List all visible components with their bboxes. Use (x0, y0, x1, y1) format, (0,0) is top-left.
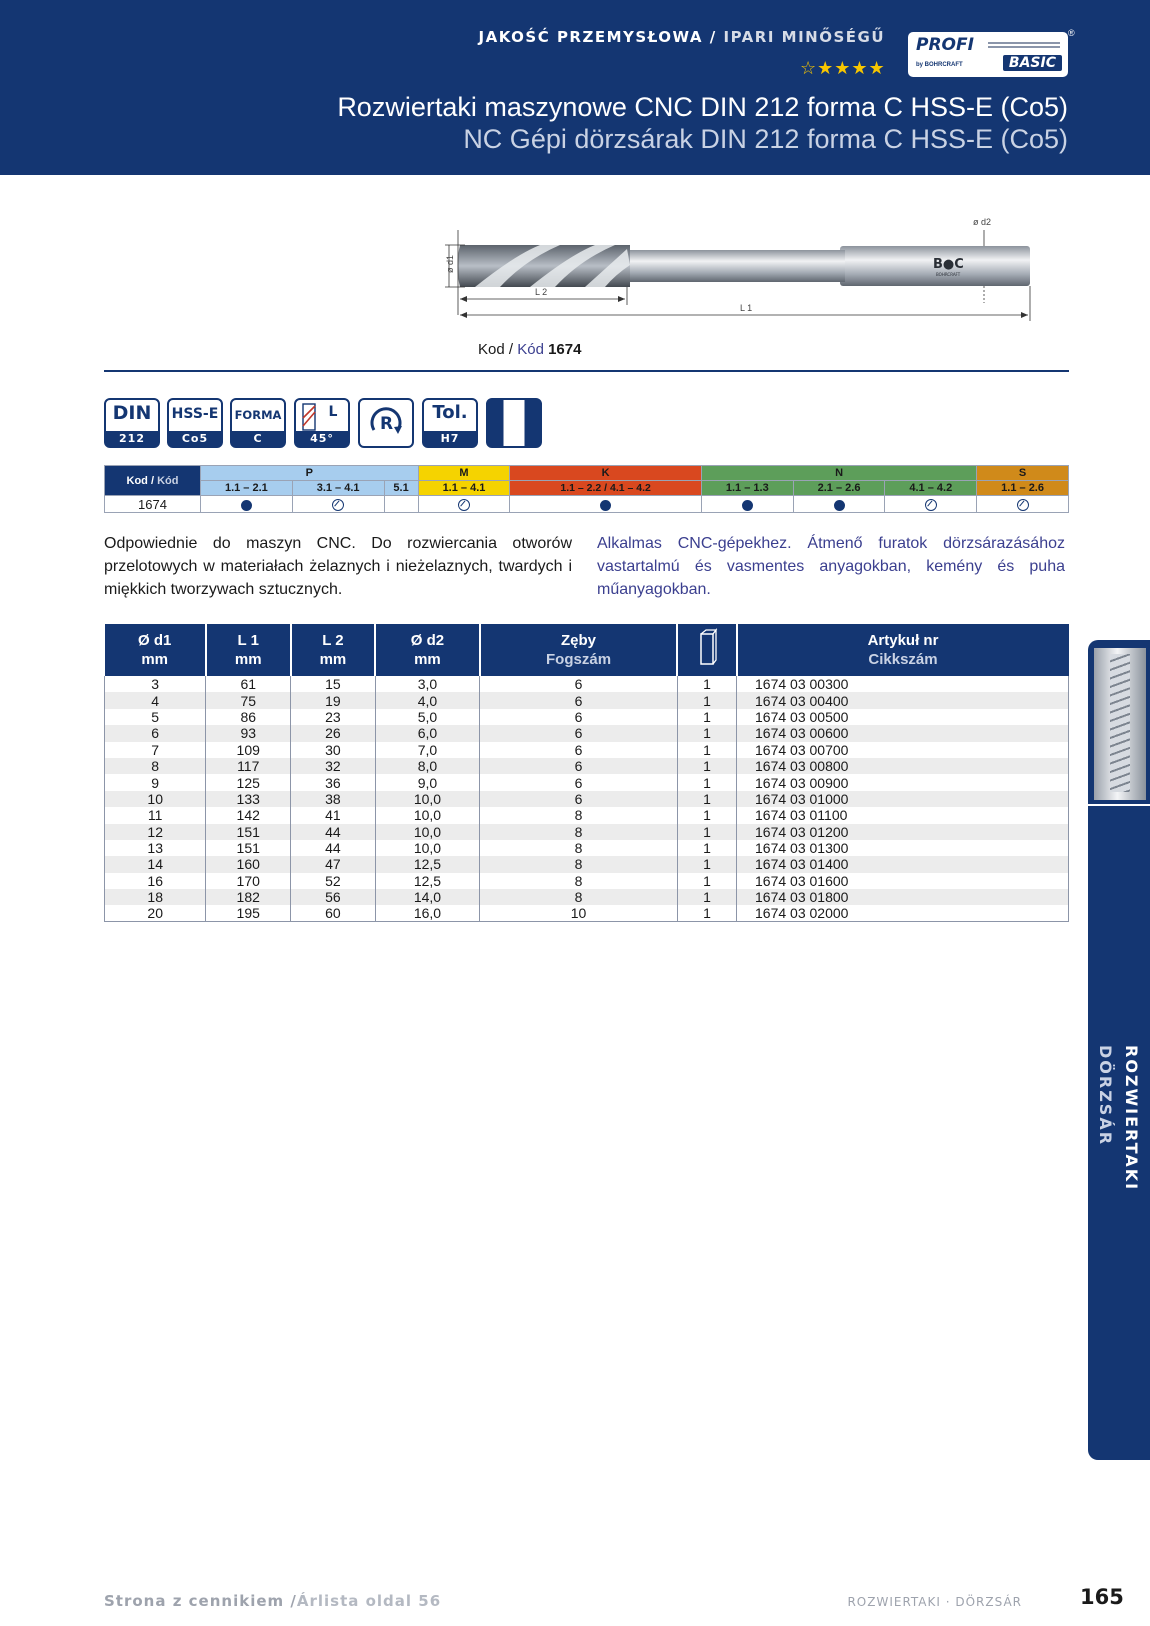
table-cell: 117 (206, 758, 291, 774)
logo-profi: PROFI (916, 35, 974, 55)
conditional-spiral-icon (925, 499, 937, 511)
description-hu: Alkalmas CNC-gépekhez. Átmenő furatok dörzsárazásához vastartalmú és vasmentes anyagokban, kemény és puha műanyagokban. (597, 535, 1065, 598)
table-cell: 7,0 (375, 742, 479, 758)
column-header (677, 624, 736, 676)
table-cell: 8 (480, 840, 678, 856)
table-cell: 9,0 (375, 774, 479, 790)
table-cell: 6 (480, 774, 678, 790)
table-row (105, 758, 1069, 774)
reamer-neck (625, 250, 845, 282)
tab-divider (1088, 804, 1150, 806)
table-cell: 93 (206, 725, 291, 741)
table-cell: 1 (677, 840, 736, 856)
table-cell: 47 (291, 856, 376, 872)
description-pl: Odpowiednie do maszyn CNC. Do rozwiercania otworów przelotowych w materiałach żelaznych i nieżelaznych, twardych i miękkich tworzywach sztucznych. (104, 535, 572, 598)
table-cell: 12,5 (375, 856, 479, 872)
table-row (105, 824, 1069, 840)
table-cell: 11 (105, 807, 206, 823)
table-cell: 1 (677, 807, 736, 823)
table-cell: 8,0 (375, 758, 479, 774)
material-range: 1.1 – 1.3 (701, 481, 793, 496)
table-cell: 14,0 (375, 889, 479, 905)
material-range: 2.1 – 2.6 (793, 481, 885, 496)
table-cell: 61 (206, 676, 291, 692)
material-group-m: M (418, 466, 510, 481)
table-cell: 1674 03 01300 (737, 840, 1069, 856)
table-cell: 44 (291, 824, 376, 840)
material-suitability (977, 496, 1069, 513)
table-cell: 1674 03 00900 (737, 774, 1069, 790)
table-cell: 6 (480, 725, 678, 741)
table-cell: 3 (105, 676, 206, 692)
drawing-brand-sub: BOHRCRAFT (936, 272, 961, 277)
section-tab-label (1092, 1045, 1144, 1191)
material-kod-header: Kod / Kód (105, 466, 201, 496)
material-suitability (292, 496, 384, 513)
section-tab-pl: ROZWIERTAKI (1122, 1045, 1141, 1192)
table-cell: 5 (105, 709, 206, 725)
table-cell: 1674 03 01100 (737, 807, 1069, 823)
logo-by: by BOHRCRAFT (916, 62, 963, 68)
page-title-hu: NC Gépi dörzsárak DIN 212 forma C HSS-E (Co5) (463, 124, 1068, 154)
badge-hss-e: HSS-E Co5 (167, 398, 223, 448)
table-cell: 56 (291, 889, 376, 905)
material-suitability (510, 496, 702, 513)
table-cell: 32 (291, 758, 376, 774)
table-cell: 6 (105, 725, 206, 741)
column-header: Zęby Fogszám (480, 624, 678, 676)
table-cell: 1674 03 00700 (737, 742, 1069, 758)
footer-section-name: ROZWIERTAKI · DÖRZSÁR (847, 1595, 1022, 1609)
code-value: 1674 (548, 341, 582, 358)
label-l1: L 1 (740, 303, 753, 313)
table-cell: 1 (677, 774, 736, 790)
table-cell: 12 (105, 824, 206, 840)
table-cell: 75 (206, 692, 291, 708)
badge-forma: FORMA C (230, 398, 286, 448)
registered-mark: ® (1068, 28, 1075, 38)
table-cell: 16,0 (375, 905, 479, 922)
table-cell: 15 (291, 676, 376, 692)
table-cell: 10,0 (375, 807, 479, 823)
material-suitability (885, 496, 977, 513)
suitable-dot-icon (600, 500, 611, 511)
table-row (105, 856, 1069, 872)
conditional-spiral-icon (458, 499, 470, 511)
rating-stars: ☆★★★★ (800, 58, 886, 79)
table-cell: 14 (105, 856, 206, 872)
rotation-right-icon (360, 400, 412, 446)
table-cell: 4,0 (375, 692, 479, 708)
material-suitability (201, 496, 293, 513)
table-cell: 1 (677, 856, 736, 872)
table-cell: 10,0 (375, 840, 479, 856)
table-row (105, 889, 1069, 905)
table-cell: 44 (291, 840, 376, 856)
table-row (105, 791, 1069, 807)
reamer-thumbnail (1094, 648, 1146, 800)
section-tab[interactable] (1088, 640, 1150, 1460)
product-table (104, 624, 1069, 922)
table-row (105, 807, 1069, 823)
product-code (478, 341, 581, 358)
code-label-hu: Kód (517, 341, 544, 358)
table-cell: 1674 03 02000 (737, 905, 1069, 922)
logo-drill-icon (988, 42, 1060, 48)
material-range: 1.1 – 2.6 (977, 481, 1069, 496)
table-cell: 1674 03 00400 (737, 692, 1069, 708)
table-cell: 170 (206, 873, 291, 889)
table-row (105, 742, 1069, 758)
material-group-p: P (201, 466, 419, 481)
column-header: Ø d2 mm (375, 624, 479, 676)
table-cell: 12,5 (375, 873, 479, 889)
table-cell: 1674 03 01000 (737, 791, 1069, 807)
profi-basic-logo (908, 32, 1068, 77)
table-cell: 6,0 (375, 725, 479, 741)
logo-basic: BASIC (1003, 55, 1062, 71)
material-group-n: N (701, 466, 976, 481)
table-cell: 4 (105, 692, 206, 708)
price-list-reference: Strona z cennikiem /Árlista oldal 56 (104, 1592, 442, 1610)
label-l2: L 2 (535, 287, 548, 297)
table-cell: 16 (105, 873, 206, 889)
material-group-s: S (977, 466, 1069, 481)
table-cell: 20 (105, 905, 206, 922)
material-group-k: K (510, 466, 702, 481)
material-suitability (418, 496, 510, 513)
material-range: 5.1 (384, 481, 418, 496)
section-tab-hu: DÖRZSÁR (1096, 1045, 1115, 1147)
suitable-dot-icon (742, 500, 753, 511)
table-row (105, 905, 1069, 922)
table-cell: 13 (105, 840, 206, 856)
table-cell: 41 (291, 807, 376, 823)
table-cell: 52 (291, 873, 376, 889)
table-cell: 1 (677, 873, 736, 889)
table-cell: 1 (677, 709, 736, 725)
table-cell: 142 (206, 807, 291, 823)
material-range: 4.1 – 4.2 (885, 481, 977, 496)
table-cell: 6 (480, 758, 678, 774)
column-header: Ø d1 mm (105, 624, 206, 676)
table-cell: 1 (677, 676, 736, 692)
table-cell: 23 (291, 709, 376, 725)
table-cell: 1 (677, 791, 736, 807)
material-code: 1674 (105, 496, 201, 513)
reamer-drawing (445, 215, 1075, 330)
quality-separator: / (709, 28, 717, 46)
table-cell: 109 (206, 742, 291, 758)
badge-tolerance: Tol. H7 (422, 398, 478, 448)
table-cell: 1 (677, 824, 736, 840)
table-row (105, 840, 1069, 856)
material-range: 1.1 – 4.1 (418, 481, 510, 496)
table-cell: 125 (206, 774, 291, 790)
table-cell: 86 (206, 709, 291, 725)
coating-flag-icon (486, 398, 542, 448)
table-cell: 160 (206, 856, 291, 872)
column-header: L 1 mm (206, 624, 291, 676)
table-cell: 1 (677, 758, 736, 774)
drawing-brand: B●C (933, 257, 964, 272)
code-label-pl: Kod (478, 341, 505, 358)
quality-label (479, 28, 885, 46)
divider (104, 370, 1069, 372)
table-cell: 1674 03 00600 (737, 725, 1069, 741)
table-row (105, 873, 1069, 889)
table-cell: 195 (206, 905, 291, 922)
badge-left-spiral: L 45° (294, 398, 350, 448)
table-row (105, 725, 1069, 741)
material-range: 1.1 – 2.1 (201, 481, 293, 496)
material-suitability (793, 496, 885, 513)
suitable-dot-icon (834, 500, 845, 511)
page-title-pl: Rozwiertaki maszynowe CNC DIN 212 forma C HSS-E (Co5) (337, 92, 1068, 122)
table-row (105, 676, 1069, 692)
table-cell: 60 (291, 905, 376, 922)
table-cell: 9 (105, 774, 206, 790)
table-cell: 8 (480, 807, 678, 823)
table-cell: 18 (105, 889, 206, 905)
table-cell: 10,0 (375, 791, 479, 807)
table-cell: 1674 03 01800 (737, 889, 1069, 905)
table-cell: 10,0 (375, 824, 479, 840)
table-cell: 6 (480, 742, 678, 758)
table-cell: 1674 03 01400 (737, 856, 1069, 872)
table-cell: 8 (480, 889, 678, 905)
material-suitability (384, 496, 418, 513)
package-icon (698, 628, 716, 668)
table-cell: 10 (105, 791, 206, 807)
table-cell: 10 (480, 905, 678, 922)
quality-pl: JAKOŚĆ PRZEMYSŁOWA (478, 28, 704, 46)
table-cell: 1 (677, 725, 736, 741)
table-cell: 38 (291, 791, 376, 807)
table-cell: 182 (206, 889, 291, 905)
table-cell: 151 (206, 840, 291, 856)
column-header: L 2 mm (291, 624, 376, 676)
table-cell: 5,0 (375, 709, 479, 725)
conditional-spiral-icon (332, 499, 344, 511)
label-d1: ø d1 (445, 254, 455, 273)
table-cell: 1674 03 00300 (737, 676, 1069, 692)
page-number: 165 (1080, 1585, 1124, 1609)
table-cell: 1674 03 00800 (737, 758, 1069, 774)
label-d2: ø d2 (973, 217, 992, 227)
badge-din: DIN 212 (104, 398, 160, 448)
table-cell: 8 (480, 856, 678, 872)
table-cell: 26 (291, 725, 376, 741)
table-cell: 1674 03 01200 (737, 824, 1069, 840)
table-cell: 1 (677, 692, 736, 708)
table-cell: 6 (480, 791, 678, 807)
table-row (105, 774, 1069, 790)
table-cell: 6 (480, 692, 678, 708)
suitable-dot-icon (241, 500, 252, 511)
table-cell: 6 (480, 709, 678, 725)
table-row (105, 709, 1069, 725)
table-row (105, 692, 1069, 708)
material-suitability (701, 496, 793, 513)
column-header: Artykuł nr Cikkszám (737, 624, 1069, 676)
table-cell: 133 (206, 791, 291, 807)
table-cell: 6 (480, 676, 678, 692)
table-cell: 151 (206, 824, 291, 840)
table-cell: 19 (291, 692, 376, 708)
badge-rotation (358, 398, 414, 448)
table-cell: 1 (677, 742, 736, 758)
material-range: 1.1 – 2.2 / 4.1 – 4.2 (510, 481, 702, 496)
table-cell: 8 (105, 758, 206, 774)
svg-text:R: R (380, 414, 394, 434)
material-table (104, 465, 1069, 513)
table-cell: 3,0 (375, 676, 479, 692)
page-header (0, 0, 1150, 175)
table-cell: 1 (677, 889, 736, 905)
code-sep: / (508, 341, 514, 358)
table-cell: 1 (677, 905, 736, 922)
table-cell: 8 (480, 873, 678, 889)
quality-hu: IPARI MINŐSÉGŰ (723, 28, 885, 46)
table-cell: 7 (105, 742, 206, 758)
table-cell: 1674 03 01600 (737, 873, 1069, 889)
table-cell: 1674 03 00500 (737, 709, 1069, 725)
table-cell: 30 (291, 742, 376, 758)
conditional-spiral-icon (1017, 499, 1029, 511)
material-range: 3.1 – 4.1 (292, 481, 384, 496)
table-cell: 8 (480, 824, 678, 840)
table-cell: 36 (291, 774, 376, 790)
